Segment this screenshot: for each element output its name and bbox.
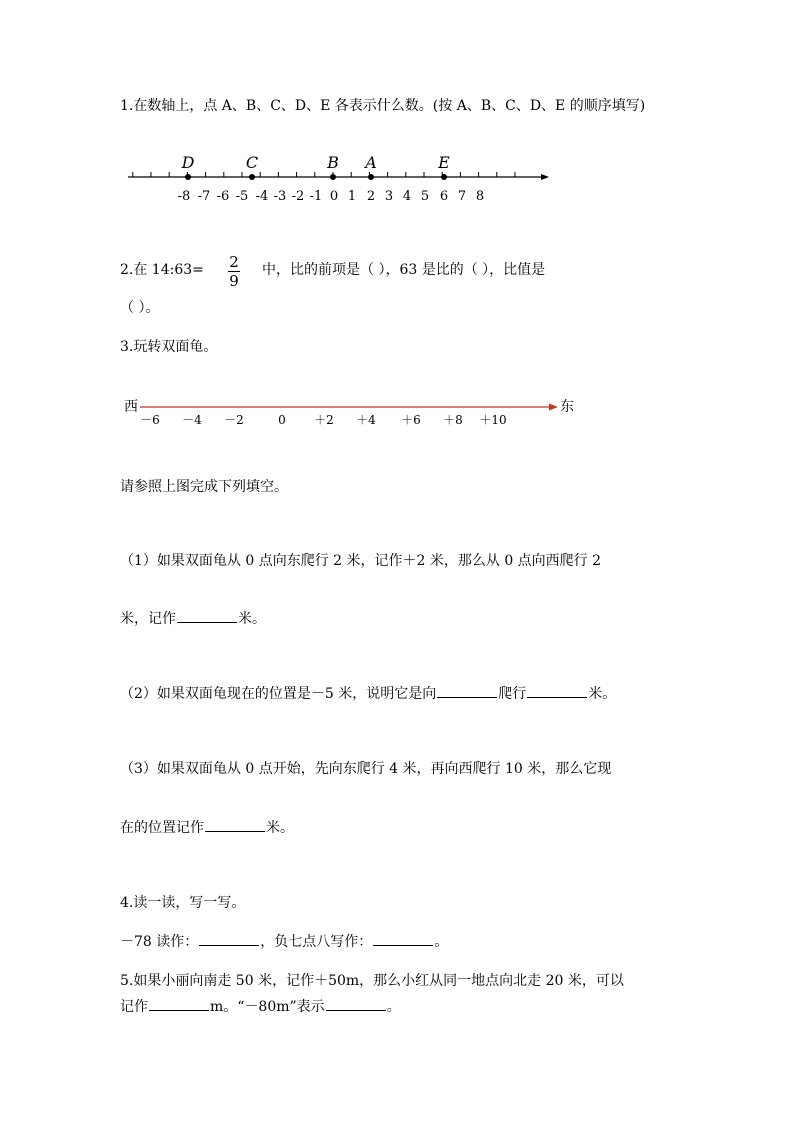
tick-label: 2	[366, 189, 376, 204]
axis-arrow	[549, 404, 558, 411]
answer-blank[interactable]	[199, 931, 259, 946]
fraction-numerator: 2	[229, 253, 239, 271]
tick-label: 3	[384, 189, 394, 204]
point-label: A	[365, 153, 377, 172]
axis-label: －6	[140, 413, 160, 427]
q3-s3-b1: 在的位置记作	[120, 820, 204, 836]
point-dot	[330, 174, 336, 180]
tick-label: 7	[457, 189, 467, 204]
tick-label: 4	[402, 189, 412, 204]
axis-label: 0	[278, 413, 286, 427]
q2-part1: 2.在 14:63=	[120, 262, 204, 278]
q3-s1-b	[120, 608, 266, 629]
axis-label: ＋10	[479, 413, 507, 427]
tick-label: 0	[329, 189, 339, 204]
q3-s2	[120, 683, 616, 704]
tick-label: 5	[420, 189, 430, 204]
q1-text: 1.在数轴上，点 A、B、C、D、E 各表示什么数。(按 A、B、C、D、E 的顺序填写)	[120, 98, 646, 114]
tick-label: -1	[309, 189, 323, 204]
answer-blank[interactable]	[205, 817, 265, 832]
answer-blank[interactable]	[373, 931, 433, 946]
answer-blank[interactable]	[177, 608, 237, 623]
point-dot	[441, 174, 447, 180]
tick-label: -8	[177, 189, 191, 204]
tick-label: -4	[255, 189, 269, 204]
tick-label: 1	[347, 189, 357, 204]
axis-label: ＋6	[401, 413, 421, 427]
fraction-denominator: 9	[229, 272, 239, 290]
point-dot	[185, 174, 191, 180]
point-label: D	[181, 153, 195, 172]
tick-label: -6	[216, 189, 230, 204]
q3-s2-1: （2）如果双面龟现在的位置是－5 米，说明它是向	[120, 686, 437, 702]
q4-l3: 。	[434, 934, 449, 950]
answer-blank[interactable]	[437, 683, 497, 698]
east-label: 东	[560, 399, 574, 415]
q3-title: 3.玩转双面龟。	[120, 339, 218, 355]
q5-b3: 。	[386, 999, 401, 1015]
point-dot	[368, 174, 374, 180]
axis-label: ＋8	[443, 413, 463, 427]
tick-label: -3	[273, 189, 287, 204]
q3-s3-b2: 米。	[266, 820, 294, 836]
axis-label: －4	[182, 413, 202, 427]
point-label: E	[438, 153, 450, 172]
q3-s1-b1: 米，记作	[120, 611, 176, 627]
point-label: C	[245, 153, 259, 172]
q5-b	[120, 996, 401, 1017]
fraction-2-9	[224, 253, 244, 290]
west-label: 西	[124, 399, 138, 415]
q4-line	[120, 931, 448, 952]
answer-blank[interactable]	[326, 996, 386, 1011]
axis-label: ＋4	[356, 413, 376, 427]
q4-l1: －78 读作：	[120, 934, 199, 950]
q5-b1: 记作	[120, 999, 148, 1015]
q3-prompt: 请参照上图完成下列填空。	[120, 479, 288, 495]
tick-label: -5	[235, 189, 249, 204]
tick-label: 6	[439, 189, 449, 204]
q3-s3-b	[120, 817, 294, 838]
q5-a: 5.如果小丽向南走 50 米，记作＋50m，那么小红从同一地点向北走 20 米，可以	[120, 973, 624, 989]
tick-label: 8	[475, 189, 485, 204]
answer-blank[interactable]	[149, 996, 209, 1011]
q4-l2: ，负七点八写作：	[260, 934, 373, 950]
tick-label: -2	[291, 189, 305, 204]
point-dot	[249, 174, 255, 180]
q5-b2: m。“－80m”表示	[210, 999, 325, 1015]
tick-label: -7	[197, 189, 211, 204]
q2-part3: （ ）。	[120, 300, 160, 316]
axis-label: －2	[224, 413, 244, 427]
axis-arrow	[541, 174, 549, 180]
q3-s2-2: 爬行	[498, 686, 527, 702]
q4-title: 4.读一读，写一写。	[120, 895, 246, 911]
axis-label: ＋2	[314, 413, 334, 427]
q3-s3-a: （3）如果双面龟从 0 点开始，先向东爬行 4 米，再向西爬行 10 米，那么它现	[120, 761, 612, 777]
q3-s1-a: （1）如果双面龟从 0 点向东爬行 2 米，记作＋2 米，那么从 0 点向西爬行 2	[120, 553, 602, 569]
q2-part2: 中，比的前项是（ ），63 是比的（ ），比值是	[262, 262, 546, 278]
point-label: B	[327, 153, 339, 172]
q3-s1-b2: 米。	[238, 611, 266, 627]
answer-blank[interactable]	[527, 683, 587, 698]
q3-s2-3: 米。	[588, 686, 617, 702]
